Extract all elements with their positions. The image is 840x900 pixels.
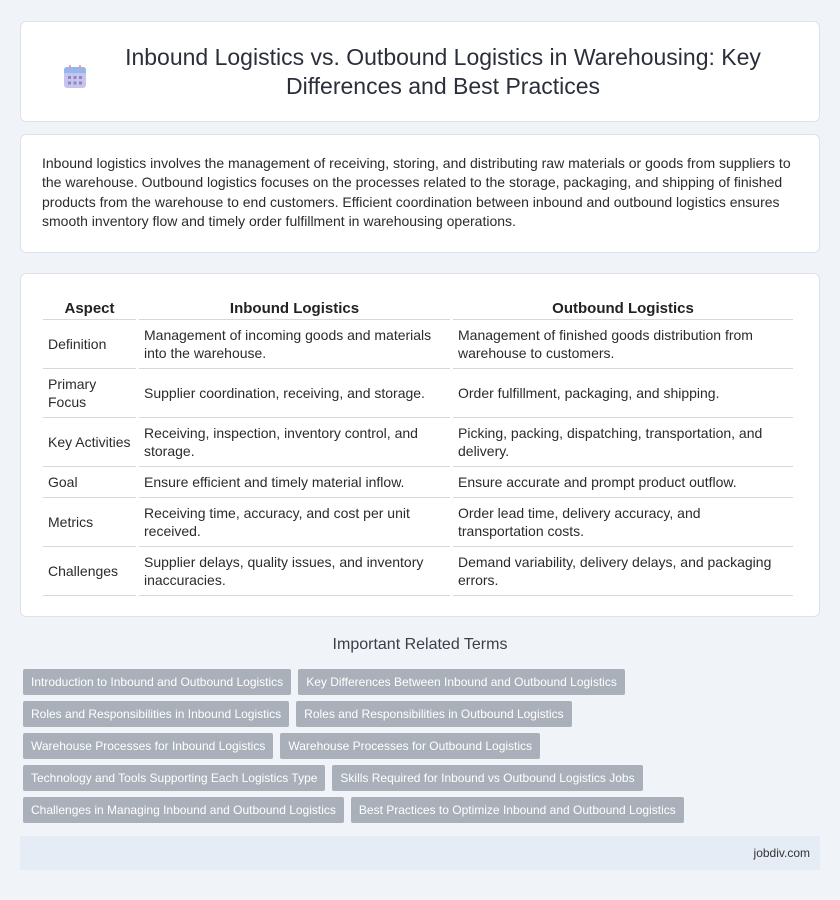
outbound-cell: Management of finished goods distribution from warehouse to customers.	[453, 320, 793, 369]
inbound-cell: Supplier delays, quality issues, and inventory inaccuracies.	[139, 547, 450, 596]
term-row	[23, 765, 823, 791]
outbound-cell: Picking, packing, dispatching, transportation, and delivery.	[453, 418, 793, 467]
aspect-cell: Key Activities	[43, 418, 136, 467]
outbound-cell: Ensure accurate and prompt product outflow.	[453, 467, 793, 498]
page-title: Inbound Logistics vs. Outbound Logistics in Warehousing: Key Differences and Best Practices	[125, 43, 761, 99]
inbound-cell: Supplier coordination, receiving, and storage.	[139, 369, 450, 418]
term-row	[23, 669, 823, 695]
related-term-tag[interactable]: Best Practices to Optimize Inbound and Outbound Logistics	[351, 797, 684, 823]
title-card	[20, 21, 820, 122]
related-term-tag[interactable]: Introduction to Inbound and Outbound Logistics	[23, 669, 291, 695]
table-row	[43, 418, 793, 467]
intro-paragraph: Inbound logistics involves the management of receiving, storing, and distributing raw materials or goods from suppliers to the warehouse. Outbound logistics focuses on the processes related to the storage, packaging, and shipping of finished products from the warehouse to end customers. Efficient coordination between inbound and outbound logistics ensures smooth inventory flow and timely order fulfillment in warehousing operations.	[42, 155, 791, 230]
inbound-cell: Management of incoming goods and materials into the warehouse.	[139, 320, 450, 369]
table-row	[43, 547, 793, 596]
related-term-tag[interactable]: Roles and Responsibilities in Outbound Logistics	[296, 701, 571, 727]
title-wrap	[61, 43, 779, 101]
inbound-cell: Ensure efficient and timely material inflow.	[139, 467, 450, 498]
related-term-tag[interactable]: Technology and Tools Supporting Each Logistics Type	[23, 765, 325, 791]
related-terms-list	[23, 669, 823, 829]
term-row	[23, 701, 823, 727]
related-term-tag[interactable]: Warehouse Processes for Inbound Logistics	[23, 733, 273, 759]
intro-card	[20, 134, 820, 253]
footer-site-link[interactable]: jobdiv.com	[753, 846, 810, 860]
related-term-tag[interactable]: Roles and Responsibilities in Inbound Logistics	[23, 701, 289, 727]
header-outbound: Outbound Logistics	[453, 295, 793, 320]
table-row	[43, 320, 793, 369]
term-row	[23, 733, 823, 759]
related-term-tag[interactable]: Key Differences Between Inbound and Outbound Logistics	[298, 669, 625, 695]
inbound-cell: Receiving, inspection, inventory control, and storage.	[139, 418, 450, 467]
table-row	[43, 467, 793, 498]
calendar-icon	[61, 63, 89, 91]
outbound-cell: Order fulfillment, packaging, and shipping.	[453, 369, 793, 418]
outbound-cell: Order lead time, delivery accuracy, and transportation costs.	[453, 498, 793, 547]
aspect-cell: Goal	[43, 467, 136, 498]
table-header-row	[43, 295, 793, 320]
table-row	[43, 369, 793, 418]
related-terms-title: Important Related Terms	[332, 636, 508, 653]
aspect-cell: Definition	[43, 320, 136, 369]
aspect-cell: Primary Focus	[43, 369, 136, 418]
footer	[20, 836, 820, 870]
aspect-cell: Challenges	[43, 547, 136, 596]
inbound-cell: Receiving time, accuracy, and cost per unit received.	[139, 498, 450, 547]
comparison-table	[40, 295, 796, 596]
outbound-cell: Demand variability, delivery delays, and packaging errors.	[453, 547, 793, 596]
related-term-tag[interactable]: Skills Required for Inbound vs Outbound Logistics Jobs	[332, 765, 642, 791]
header-inbound: Inbound Logistics	[139, 295, 450, 320]
related-term-tag[interactable]: Challenges in Managing Inbound and Outbound Logistics	[23, 797, 344, 823]
related-term-tag[interactable]: Warehouse Processes for Outbound Logistics	[280, 733, 540, 759]
header-aspect: Aspect	[43, 295, 136, 320]
comparison-table-card	[20, 273, 820, 617]
table-row	[43, 498, 793, 547]
term-row	[23, 797, 823, 823]
aspect-cell: Metrics	[43, 498, 136, 547]
